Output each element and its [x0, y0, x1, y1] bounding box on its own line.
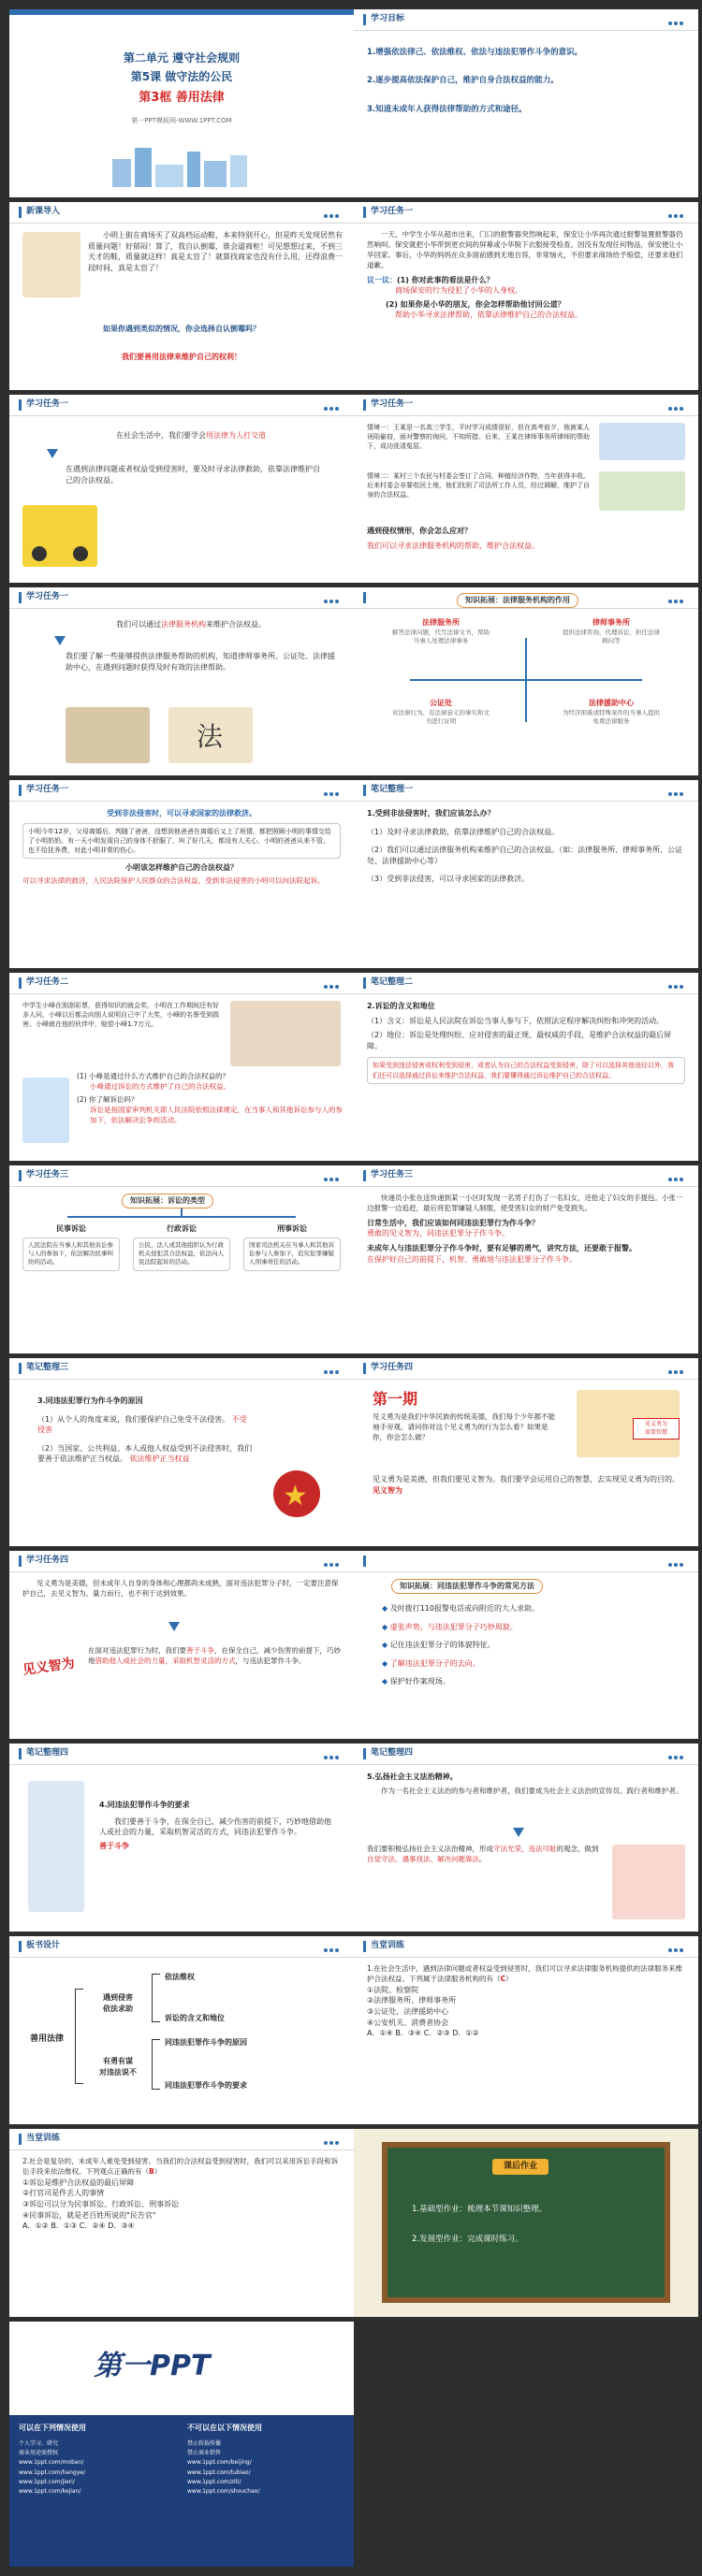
notes-heading: 4.同违法犯罪作斗争的要求 — [99, 1801, 190, 1809]
slide-header-title: 学习任务四 — [26, 1556, 69, 1565]
slide-header-title: 学习任务二 — [26, 977, 69, 987]
arrow-down-icon — [54, 636, 66, 645]
slide-task1-relief[interactable] — [9, 780, 354, 968]
slide-header — [354, 1744, 698, 1765]
practice-2-content — [22, 2157, 341, 2232]
usage-link[interactable]: www.1ppt.com/tubiao/ — [187, 2468, 251, 2476]
reason-text: （1）从个人的角度来说，我们要保护自己免受不法侵害。 — [37, 1414, 230, 1424]
police-officer-illustration — [28, 1781, 84, 1912]
farmers-illustration — [599, 471, 685, 511]
slide-goals[interactable] — [354, 9, 698, 197]
slide-notes-4[interactable] — [9, 1744, 354, 1932]
method-item: ◆ 了解违法犯罪分子的去向。 — [382, 1658, 480, 1668]
slide-agency-roles[interactable] — [354, 587, 698, 775]
answer-1: 商场保安的行为侵犯了小华的人身权。 — [395, 286, 522, 296]
logo-area — [9, 2322, 354, 2415]
notes-heading: 1.受到非法侵害时，我们应该怎么办？ — [367, 809, 495, 818]
node-desc: 为经济困难或特殊案件的当事人提供免费法律服务 — [563, 708, 660, 726]
text-emphasis: 自觉守法、遇事找法、解决问题靠法 — [367, 1854, 479, 1863]
text-part: ，在保全自己，减少伤害的前提下，巧妙地 — [88, 1646, 341, 1665]
slide-header — [354, 1358, 698, 1380]
question-1: (1) 你对此事的看法是什么？ — [397, 275, 494, 284]
answer-letter[interactable]: C — [500, 1974, 506, 1983]
question-2: (2) 如果你是小华的朋友，你会怎样帮助他讨回公道？ — [386, 299, 565, 309]
answer-2: 在保护好自己的前提下，机智、勇敢地与违法犯罪分子作斗争。 — [367, 1254, 577, 1264]
notes-2-content — [367, 1001, 685, 1084]
notes-para-1: 作为一名社会主义法治的参与者和维护者，我们要成为社会主义法治的宣传员、践行者和维护者。 — [381, 1786, 683, 1795]
knowledge-title: 知识拓展：法律服务机构的作用 — [457, 593, 578, 608]
methods-list — [382, 1603, 680, 1687]
slide-header-title: 学习任务三 — [371, 1170, 414, 1179]
slide-header-title: 学习任务一 — [371, 207, 414, 216]
slide-header-title: 笔记整理一 — [371, 785, 414, 794]
option[interactable]: ②法律服务所、律师事务所 — [367, 1996, 457, 2005]
slide-header — [354, 9, 698, 31]
notes-status: （2）地位：诉讼是处理纠纷、应对侵害的最正规、最权威的手段，是维护合法权益的最后屏障。 — [367, 1031, 672, 1050]
usage-link[interactable]: www.1ppt.com/shouchao/ — [187, 2487, 260, 2495]
slide-header — [9, 202, 354, 224]
arrow-down-icon — [513, 1828, 524, 1837]
practice-1-content — [367, 1964, 685, 2039]
text-part: 来维护合法权益。 — [206, 620, 266, 629]
lawsuit-types-title: 知识拓展：诉讼的类型 — [122, 1194, 213, 1208]
task1-content — [367, 230, 685, 321]
node-label: 公证处 — [430, 699, 452, 707]
hero-cartoon-illustration — [577, 1390, 680, 1457]
slide-homework[interactable] — [354, 2129, 698, 2317]
slide-header-title: 笔记整理三 — [26, 1363, 69, 1372]
notes-1-content — [367, 808, 685, 885]
notes-3-content — [37, 1396, 253, 1465]
board-leaf: 诉讼的含义和地位 — [165, 2014, 225, 2022]
method-text: 及时拨打110报警电话或向附近的大人求助。 — [389, 1604, 539, 1613]
slide-header-title: 板书设计 — [26, 1941, 61, 1950]
text-part: 我们要积极弘扬社会主义法治精神，形成 — [367, 1845, 493, 1853]
notes-heading: 2.诉讼的含义和地位 — [367, 1002, 435, 1010]
question-tail: ） — [154, 2166, 162, 2176]
homework-banner: 课后作业 — [492, 2159, 548, 2175]
board-leaf: 依法维权 — [165, 1973, 195, 1981]
text-part: ，与违法犯罪作斗争。 — [235, 1656, 306, 1665]
relief-ask: 小明该怎样维护自己的合法权益？ — [125, 863, 238, 873]
task2-qa — [77, 1072, 343, 1125]
slide-task1-law[interactable] — [9, 395, 354, 583]
slide-header-title: 学习任务一 — [26, 592, 69, 601]
sign-text: 见义智为 — [22, 1656, 76, 1679]
answer-1: 小峰通过诉讼的方式维护了自己的合法权益。 — [90, 1081, 230, 1091]
task3-story: 快递员小张在送快递到某一小区时发现一名男子打伤了一名妇女，还抢走了妇女的手提包。小张一边报警一边追赶，最后将犯罪嫌疑人制服，使受害妇女的财产免受损失。 — [367, 1194, 683, 1212]
arrow-down-icon — [47, 449, 58, 458]
method-text: 虚张声势，与违法犯罪分子巧妙周旋。 — [389, 1622, 518, 1631]
car-illustration — [22, 505, 97, 567]
notes-callout: 如果受到违法侵害或权利受到侵害，或者认为自己的合法权益受到侵害，除了可以选择其他途径以外，我们还可以选择通过诉讼来维护合法权益，我们要懂得通过诉讼维护自己的合法权益。 — [367, 1057, 685, 1083]
slide-header — [9, 1936, 354, 1958]
method-item: ◆ 保护好作案现场。 — [382, 1677, 450, 1686]
relief-story: 小明今年12岁，父母离婚后，判随了爸爸，没想到他爸爸在离婚后又上了班情，都把照顾小明的事情交给了小明奶奶。有一天小明发现自己的身体不舒服了，叫了好几天，都没有人关心，小明的爸爸从来不管，也不给抚养费，对此小明非常的伤心。 — [22, 823, 341, 859]
question-text: 1.在社会生活中，遇到法律问题或者权益受到侵害时，我们可以寻求法律服务机构提供的法律服务来维护合法权益。下列属于法律服务机构的有（ — [367, 1964, 683, 1983]
slide-header-title: 学习任务一 — [371, 399, 414, 409]
slide-header — [9, 395, 354, 416]
usage-link[interactable]: www.1ppt.com/beijing/ — [187, 2459, 252, 2467]
task4-method-content — [22, 1579, 341, 1602]
text-emphasis: 善于斗争 — [186, 1646, 214, 1655]
node-desc: 对法律行为、有法律意义的事实和文书进行证明 — [392, 708, 490, 726]
slide-brand[interactable] — [9, 2322, 354, 2567]
type-label: 刑事诉讼 — [277, 1224, 307, 1233]
slide-notes-3[interactable] — [9, 1358, 354, 1546]
node-desc: 提供法律咨询，代理诉讼，担任法律顾问等 — [563, 628, 660, 645]
slide-header — [354, 202, 698, 224]
question-1: (1) 小峰是通过什么方式维护自己的合法权益的？ — [77, 1072, 230, 1080]
discuss-label: 议一议： — [367, 275, 397, 284]
type-criminal — [243, 1223, 341, 1271]
reason-text: （2）当国家、公共利益、本人或他人权益受到不法侵害时，我们要善于依法维护正当权益。 — [37, 1443, 253, 1464]
question-2: (2) 你了解诉讼吗？ — [77, 1094, 139, 1104]
choices[interactable]: A．①② B．①③ C．②④ D．③④ — [22, 2221, 135, 2231]
answer-emphasis: 见义智为 — [373, 1485, 402, 1495]
police-illustration — [599, 423, 685, 460]
answer-1: 勇敢的见义智为，同违法犯罪分子作斗争。 — [367, 1229, 509, 1238]
method-item: ◆ 记住违法犯罪分子的体貌特征。 — [382, 1641, 495, 1650]
board-leaf: 同违法犯罪作斗争的要求 — [165, 2081, 247, 2090]
slide-task1-agencies[interactable] — [9, 587, 354, 775]
type-desc: 人民法院在当事人和其他诉讼参与人的参加下，依法解决民事纠纷的活动。 — [22, 1237, 120, 1271]
slide-header — [9, 587, 354, 609]
node-legal-aid — [560, 698, 663, 726]
line-1-emphasis: 用法律为人打交道 — [206, 431, 266, 440]
slide-header-title: 学习任务三 — [26, 1170, 69, 1179]
lesson-title: 第5课 做守法的公民 — [130, 70, 233, 83]
task2-story: 中学生小峰在刮刮彩票，获得知识的就会奖，小明在工作期间还有好多人问，小峰以后都会向别人说明自己中了大奖，小峰的名誉受到损害。小峰就在他的伙伴中，赔偿小峰1.7万元。 — [22, 1002, 219, 1029]
notes-para-2 — [367, 1845, 601, 1865]
relief-answer: 可以寻求法律的救济，人民法院保护人民群众的合法权益，受到非法侵害的小明可以向法院起诉。 — [22, 876, 325, 885]
slide-header-title: 笔记整理四 — [26, 1748, 69, 1758]
usage-panel — [9, 2415, 354, 2567]
slide-header — [9, 1744, 354, 1765]
answer-2: 帮助小华寻求法律帮助，依靠法律维护自己的合法权益。 — [395, 311, 582, 320]
type-desc: 国家司法机关在当事人和其他诉讼参与人参加下，追究犯罪嫌疑人刑事责任的活动。 — [243, 1237, 341, 1271]
unit-title: 第二单元 遵守社会规则 — [123, 51, 241, 65]
children-flag-illustration — [612, 1845, 685, 1919]
usage-allowed-title: 可以在下列情况使用 — [19, 2424, 86, 2432]
line-1-text: 在社会生活中，我们要学会 — [116, 431, 206, 440]
city-illustration — [112, 140, 253, 187]
option[interactable]: ①诉讼是维护合法权益的最后屏障 — [22, 2178, 135, 2187]
board-root: 善用法律 — [30, 2034, 65, 2044]
slide-task2[interactable] — [9, 973, 354, 1161]
relief-content — [22, 808, 341, 886]
slide-practice-1[interactable] — [354, 1936, 698, 2124]
node-label: 律师事务所 — [592, 618, 630, 627]
goal-1: 1.增强依法律己、依法维权、依法与违法犯罪作斗争的意识。 — [367, 48, 583, 57]
notes-emphasis: 善于斗争 — [99, 1841, 129, 1850]
slide-header-title: 新课导入 — [26, 207, 61, 216]
slide-notes-5[interactable] — [354, 1744, 698, 1932]
option[interactable]: ③公证处、法律援助中心 — [367, 2006, 449, 2016]
method-item: ◆ 及时拨打110报警电话或向附近的大人求助。 — [382, 1604, 539, 1613]
slide-notes-2[interactable] — [354, 973, 698, 1161]
notes-4-content — [99, 1800, 335, 1851]
text-emphasis: 借助他人或社会的力量，采取机智灵活的方式 — [95, 1656, 236, 1665]
shoe-shop-illustration — [22, 232, 80, 297]
wise-courage-sign — [22, 1644, 79, 1691]
site-text: 第一PPT模板网-WWW.1PPT.COM — [131, 117, 232, 124]
type-label: 民事诉讼 — [56, 1224, 86, 1233]
reason-emphasis: 依法维护正当权益 — [129, 1454, 190, 1464]
task4-story: 见义勇为是我们中华民族的传统美德，我们每个少年都不能袖手旁观。请问你对这个见义勇为的行为怎么看？如果是你，你会怎么做？ — [373, 1412, 555, 1441]
notes-item-2: （2）我们可以通过法律服务机构来维护自己的合法权益。（如：法律服务所、律师事务所、公证处、法律援助中心等） — [367, 846, 683, 865]
frame-title: 第3框 善用法律 — [139, 91, 225, 105]
connector — [410, 679, 642, 681]
slide-board-design[interactable] — [9, 1936, 354, 2124]
question-1: 日常生活中，我们应该如何同违法犯罪行为作斗争？ — [367, 1218, 539, 1227]
node-desc: 解答法律问题，代写法律文书，帮助当事人处理法律事务 — [392, 628, 490, 645]
method-item: ◆ 虚张声势，与违法犯罪分子巧妙周旋。 — [382, 1622, 518, 1631]
option[interactable]: ①法院、检察院 — [367, 1985, 419, 1994]
node-notary — [389, 698, 492, 726]
police-cartoon-illustration — [22, 1078, 69, 1143]
judges-illustration — [230, 1001, 341, 1066]
board-branch-1: 遇到侵害 依法求助 — [103, 1993, 133, 2013]
slide-header-title: 学习任务四 — [371, 1363, 414, 1372]
slide-task4-method[interactable] — [9, 1551, 354, 1739]
text-part: 。 — [479, 1854, 487, 1863]
practice-question — [367, 1964, 685, 1985]
slide-header — [9, 2129, 354, 2150]
intro-question: 如果你遇到类似的情况，你会选择自认倒霉吗？ — [103, 325, 260, 333]
slide-header-title: 笔记整理二 — [371, 977, 414, 987]
usage-link[interactable]: www.1ppt.com/hangye/ — [19, 2468, 85, 2476]
answer-2: 诉讼是指国家审判机关即人民法院依照法律规定，在当事人和其他诉讼参与人的参加下，依法解决讼争的活动。 — [90, 1105, 343, 1124]
slide-header — [9, 780, 354, 802]
text-part: 在面对违法犯罪行为时，我们要 — [88, 1646, 186, 1655]
usage-item: 禁止商业销售 — [187, 2450, 222, 2457]
slide-header — [354, 1551, 698, 1572]
slide-header-title: 学习任务一 — [26, 785, 69, 794]
connector — [181, 1208, 183, 1218]
arrow-down-icon — [168, 1622, 180, 1631]
option[interactable]: ④公安机关、消费者协会 — [367, 2018, 449, 2027]
usage-item: 个人学习、研究 — [19, 2440, 59, 2447]
question-2: 未成年人与违法犯罪分子作斗争时，要有足够的勇气，讲究方法，还要敢于报警。 — [367, 1243, 636, 1252]
homework-item-2: 2.发展型作业：完成课时练习。 — [412, 2235, 523, 2244]
sign-text: 见义勇为 需要智慧 — [633, 1418, 680, 1440]
line-1 — [47, 430, 335, 441]
brace — [152, 1974, 160, 2022]
notes-5-content — [367, 1772, 685, 1799]
cases-question: 遇到侵权情形，你会怎么应对？ — [367, 527, 472, 535]
answer-letter[interactable]: B — [149, 2166, 154, 2176]
option[interactable]: ②打官司是件丢人的事情 — [22, 2189, 105, 2198]
slide-notes-1[interactable] — [354, 780, 698, 968]
reason-emphasis: 不受侵害 — [37, 1414, 247, 1435]
question-text: 2.社会是复杂的，未成年人难免受到侵害。当我们的合法权益受到侵害时，我们可以采用诉讼手段和诉讼手段来依法维权。下列观点正确的有（ — [22, 2157, 339, 2176]
relief-lead: 受到非法侵害时，可以寻求国家的法律救济。 — [107, 809, 256, 818]
slide-task1-story[interactable] — [354, 202, 698, 390]
node-label: 法律服务所 — [422, 618, 460, 627]
courthouse-illustration — [66, 707, 150, 763]
slide-header-title: 当堂训练 — [26, 2134, 61, 2143]
task4-answer — [373, 1474, 680, 1496]
agencies-line-1 — [47, 619, 335, 630]
intro-story: 小明上街在商场买了双高档运动鞋，本来特别开心，但是昨天发现居然有质量问题！好郁闷！算了，我自认倒霉，谁会逼商柜！可见想想过来，不到三天才的鞋，质量就这样！真是太盲了！就算找商家也没有什么用，还得浪费一段时间，真是太盲了！ — [88, 231, 343, 272]
agencies-line-2: 我们要了解一些能够提供法律服务帮助的机构，知道律师事务所、公证处、法律援助中心，在遇到问题时获得及时有效的法律帮助。 — [66, 652, 335, 672]
usage-link[interactable]: www.1ppt.com/kejian/ — [19, 2487, 81, 2495]
slide-task4[interactable] — [354, 1358, 698, 1546]
usage-item: 禁止转载传播 — [187, 2440, 222, 2447]
notes-heading: 3.同违法犯罪行为作斗争的原因 — [37, 1397, 143, 1405]
notes-meaning: （1）含义：诉讼是人民法院在诉讼当事人参与下，依照法定程序解决纠纷和冲突的活动。 — [367, 1016, 665, 1025]
law-seal-text: 法 — [197, 721, 224, 752]
practice-question — [22, 2157, 341, 2178]
usage-link[interactable]: www.1ppt.com/jieri/ — [19, 2478, 75, 2485]
node-law-firm — [560, 617, 663, 645]
slide-practice-2[interactable] — [9, 2129, 354, 2317]
method-text: 了解违法犯罪分子的去向。 — [389, 1658, 480, 1668]
chalkboard — [382, 2142, 670, 2303]
question-tail: ） — [505, 1974, 513, 1983]
notes-heading: 5.弘扬社会主义法治精神。 — [367, 1773, 458, 1781]
slide-header-title: 学习目标 — [371, 14, 405, 23]
goal-3: 3.知道未成年人获得法律帮助的方式和途径。 — [367, 104, 527, 114]
case-1: 情境一：王某是一名高三学生，平时学习成绩很好，但在高考前夕，他被某人诬陷偷窃，面对警察的询问，不知所措。后来，王某在律师事务所律师的帮助下，成功洗清冤屈。 — [367, 424, 590, 451]
type-label: 行政诉讼 — [167, 1224, 197, 1233]
option[interactable]: ③诉讼可以分为民事诉讼、行政诉讼、刑事诉讼 — [22, 2199, 180, 2208]
slide-header — [354, 1165, 698, 1187]
notes-item-3: （3）受到非法侵害，可以寻求国家的法律救济。 — [367, 875, 530, 884]
star-badge-icon: ★ — [273, 1470, 320, 1517]
usage-item: 商业用途需授权 — [19, 2450, 59, 2457]
slide-header — [9, 1358, 354, 1380]
task3-content — [367, 1194, 685, 1265]
slide-header — [9, 1551, 354, 1572]
slide-header — [354, 395, 698, 416]
choices[interactable]: A．①④ B．③④ C．②③ D．①② — [367, 2029, 479, 2038]
notes-item-1: （1）及时寻求法律救助，依靠法律维护自己的合法权益。 — [367, 827, 560, 836]
method-text: 记住违法犯罪分子的体貌特征。 — [389, 1641, 495, 1650]
slide-fight-methods[interactable] — [354, 1551, 698, 1739]
type-desc: 公民、法人或其他组织认为行政机关侵犯其合法权益，依法向人民法院起诉的活动。 — [133, 1237, 230, 1271]
slide-header-title: 笔记整理四 — [371, 1748, 414, 1758]
brace — [75, 1989, 83, 2084]
method-top: 见义勇为是美德，但未成年人自身的身体和心理都尚未成熟，面对违法犯罪分子时，一定要注意保护自己，去见义智为、量力而行，也不利于达到效果。 — [22, 1579, 339, 1598]
intro-answer: 我们要善用法律来维护自己的权利！ — [122, 353, 241, 361]
notes-text: 我们要善于斗争，在保全自己、减少伤害的前提下，巧妙地借助他人或社会的力量，采取机智灵活的方式，同违法犯罪作斗争。 — [99, 1816, 331, 1837]
slide-task3[interactable] — [354, 1165, 698, 1353]
node-label: 法律援助中心 — [589, 699, 634, 707]
slide-task1-cases[interactable] — [354, 395, 698, 583]
text-part: 我们可以通过 — [116, 620, 161, 629]
methods-title: 知识拓展：同违法犯罪作斗争的常见方法 — [391, 1579, 543, 1594]
notes-reason-2 — [37, 1443, 253, 1465]
slide-lawsuit-types[interactable] — [9, 1165, 354, 1353]
slide-header — [9, 973, 354, 994]
story-text: 一天，中学生小华从超市出来，门口的报警器突然响起来，保安让小华再次通过报警装置报警器仍然响叫。保安就把小华带到更衣间的屏幕或小华脱下衣服接受检查。因没有发现任何物品，保安便让小华回家。事后，小华的妈妈在众多面前感到无地自容，非常恼火，不但要求商场给予赔偿，还要求他们道歉。 — [367, 230, 683, 269]
law-seal-illustration — [168, 707, 253, 763]
goals-list — [367, 47, 685, 115]
method-text: 保护好作案现场。 — [389, 1677, 450, 1686]
board-leaf: 同违法犯罪作斗争的原因 — [165, 2038, 247, 2047]
usage-link[interactable]: www.1ppt.com/ziti/ — [187, 2478, 241, 2485]
text-emphasis: 守法光荣，违法可耻 — [493, 1845, 557, 1853]
usage-forbidden-list — [187, 2439, 346, 2496]
answer-text: 见义勇为是美德，但我们要见义智为。我们要学会运用自己的智慧，去实现见义勇为的目的。 — [373, 1475, 680, 1483]
cases-answer: 我们可以寻求法律服务机构的帮助，维护合法权益。 — [367, 542, 539, 550]
slide-header-title: 当堂训练 — [371, 1941, 405, 1950]
node-legal-office — [389, 617, 492, 645]
slide-header-title: 学习任务一 — [26, 399, 69, 409]
line-2: 在遇到法律问题或者权益受到侵害时，要及时寻求法律救助，依靠法律维护自己的合法权益。 — [66, 465, 320, 485]
usage-allowed-list — [19, 2439, 178, 2496]
top-stripe — [9, 9, 354, 15]
goal-2: 2.逐步提高依法保护自己，维护自身合法权益的能力。 — [367, 76, 559, 86]
slide-header — [354, 973, 698, 994]
homework-item-1: 1.基础型作业：梳理本节课知识整理。 — [412, 2205, 548, 2214]
text-part: 的观念，做到 — [556, 1845, 599, 1853]
brace — [152, 2039, 160, 2090]
method-bottom — [88, 1646, 341, 1667]
usage-forbidden-title: 不可以在以下情况使用 — [187, 2424, 262, 2432]
board-branch-2: 有勇有谋 对违法说不 — [99, 2057, 137, 2077]
type-civil — [22, 1223, 120, 1271]
brand-logo: 第一PPT — [94, 2350, 211, 2382]
slide-header — [354, 1936, 698, 1958]
case-2: 情境二：某村三个农民与村委会签订了合同，种植经济作物，当年获得丰收。后来村委会非要收回土地，他们找到了司法所工作人员，经过调解，维护了自身的合法权益。 — [367, 472, 590, 499]
usage-link[interactable]: www.1ppt.com/moban/ — [19, 2459, 84, 2467]
slide-title[interactable] — [9, 9, 354, 197]
episode-banner: 第一期 — [373, 1390, 418, 1408]
slide-intro[interactable] — [9, 202, 354, 390]
option[interactable]: ④民事诉讼，就是老百姓所说的"民告官" — [22, 2210, 156, 2220]
slide-header — [354, 780, 698, 802]
slide-header — [9, 1165, 354, 1187]
notes-reason-1 — [37, 1414, 253, 1436]
type-administrative — [133, 1223, 230, 1271]
text-emphasis: 法律服务机构 — [161, 620, 206, 629]
